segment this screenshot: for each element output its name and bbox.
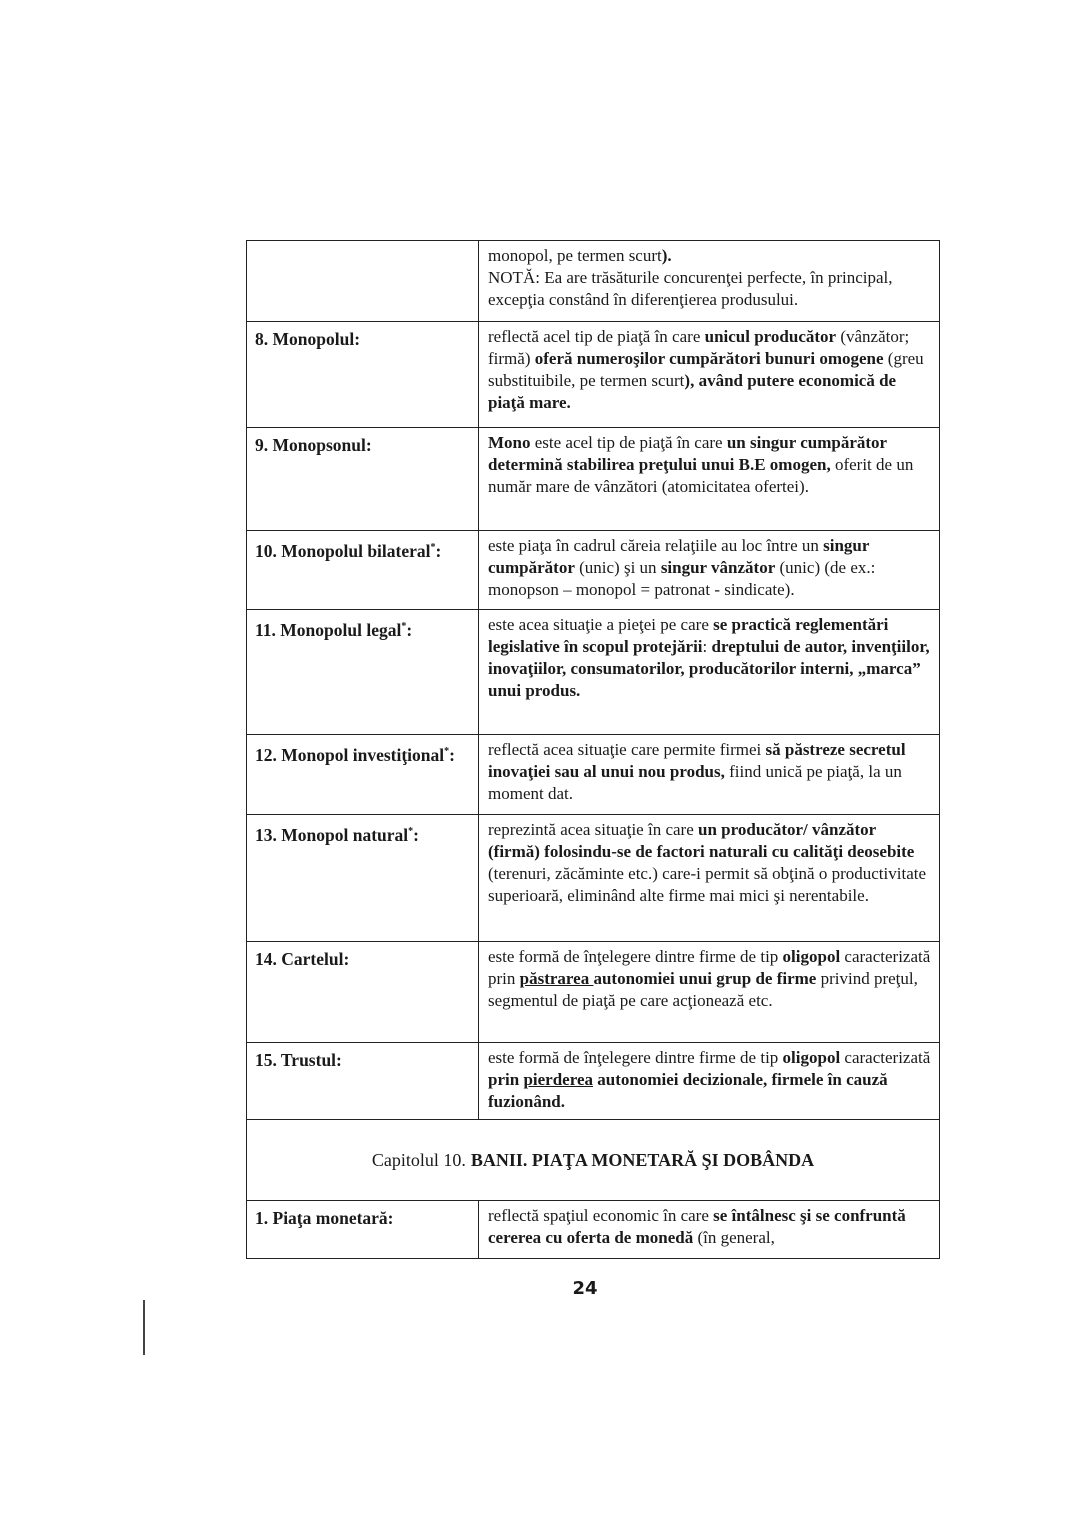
definition-text: se practică reglementări legislative în scopul protejării xyxy=(488,615,889,656)
term-label: 1. Piaţa monetară: xyxy=(255,1208,394,1228)
term-cell xyxy=(247,1201,479,1258)
definition-text: (greu substituibile, pe termen scurt xyxy=(488,349,924,390)
definition-text: oferit de un număr mare de vânzători (atomicitatea ofertei). xyxy=(488,455,914,496)
definition-text: (vânzător; firmă) xyxy=(488,327,910,368)
definition-text: prin xyxy=(488,1070,524,1089)
term-label: 10. Monopolul bilateral xyxy=(255,540,431,561)
term-label: 12. Monopol investiţional xyxy=(255,744,445,765)
definition-text: (în general, xyxy=(693,1228,775,1247)
definition-text: reprezintă acea situaţie în care xyxy=(488,820,699,839)
definition-cell xyxy=(479,610,939,734)
page-number: 24 xyxy=(572,1278,598,1299)
definition-text: caracterizată prin xyxy=(488,947,931,988)
definition-cell xyxy=(479,942,939,1042)
definition-cell xyxy=(479,241,939,321)
definition-text: este piaţa în cadrul căreia relaţiile au loc între un xyxy=(488,536,824,555)
term-label: 11. Monopolul legal xyxy=(255,619,402,640)
definition-text: este formă de înţelegere dintre firme de tip xyxy=(488,1048,783,1067)
definition-cell xyxy=(479,428,939,530)
term-cell xyxy=(247,241,479,321)
definition-cell xyxy=(479,1201,939,1258)
definition-text: oligopol xyxy=(782,1048,841,1067)
definition-text: de monedă xyxy=(614,1228,694,1247)
scan-artifact-line xyxy=(143,1300,145,1355)
table-row xyxy=(246,1201,940,1259)
chapter-prefix: Capitolul 10. xyxy=(371,1149,466,1170)
asterisk-mark: * xyxy=(444,746,450,757)
term-label: 13. Monopol natural xyxy=(255,824,409,845)
definition-text: unicul producător xyxy=(704,327,837,346)
definitions-table xyxy=(246,240,940,1259)
table-row xyxy=(246,240,940,322)
definition-text: ). xyxy=(661,246,672,265)
definition-text: oligopol xyxy=(782,947,841,966)
term-cell xyxy=(247,1043,479,1119)
definition-text: un singur cumpărător determină stabilirea preţului unui B.E omogen, xyxy=(488,433,887,474)
term-cell: 12. Monopol investiţional*: xyxy=(247,735,479,814)
definition-cell xyxy=(479,531,939,609)
term-cell xyxy=(247,942,479,1042)
asterisk-mark: * xyxy=(408,826,414,837)
definition-text: un producător/ vânzător (firmă) folosindu-se de factori naturali cu calităţi deosebite xyxy=(488,820,915,861)
definition-text: : xyxy=(702,637,712,656)
definition-text: ), având putere economică de piaţă mare. xyxy=(488,371,897,412)
definition-text: reflectă acel tip de piaţă în care xyxy=(488,327,705,346)
table-row xyxy=(246,428,940,531)
definition-cell xyxy=(479,735,939,814)
definition-cell xyxy=(479,322,939,427)
definition-cell xyxy=(479,815,939,941)
definition-text: dreptului de autor, invenţiilor, inovaţiilor, consumatorilor, producătorilor interni, „marca” unui produs. xyxy=(488,637,930,700)
table-row xyxy=(246,1043,940,1120)
definition-text: autonomiei unui grup de firme xyxy=(593,969,817,988)
definition-text: singur cumpărător xyxy=(488,536,870,577)
definition-text: monopol, pe termen scurt xyxy=(488,246,662,265)
table-row xyxy=(246,942,940,1043)
definition-text: (unic) şi un xyxy=(574,558,661,577)
definition-text: este acel tip de piaţă în care xyxy=(530,433,727,452)
definition-text: pierderea xyxy=(523,1070,593,1089)
definition-cell xyxy=(479,1043,939,1119)
definition-text: autonomiei decizionale, firmele în cauză fuzionând. xyxy=(488,1070,888,1111)
definition-text: oferă numeroşilor cumpărători bunuri omogene xyxy=(534,349,884,368)
definition-text: (unic) (de ex.: monopson – monopol = patronat - sindicate). xyxy=(488,558,876,599)
chapter-title: BANII. PIAŢA MONETARĂ ŞI DOBÂNDA xyxy=(470,1149,815,1170)
definition-text: păstrarea xyxy=(519,969,594,988)
definition-text: este acea situaţie a pieţei pe care xyxy=(488,615,714,634)
chapter-heading xyxy=(246,1120,940,1201)
definition-text: fiind unică pe piaţă, la un moment dat. xyxy=(488,762,902,803)
table-row xyxy=(246,815,940,942)
term-label: 14. Cartelul: xyxy=(255,949,350,969)
definition-text: este formă de înţelegere dintre firme de tip xyxy=(488,947,783,966)
term-cell xyxy=(247,428,479,530)
table-row xyxy=(246,735,940,815)
term-cell: 11. Monopolul legal*: xyxy=(247,610,479,734)
term-cell xyxy=(247,322,479,427)
definition-text: reflectă acea situaţie care permite firmei xyxy=(488,740,766,759)
term-cell: 10. Monopolul bilateral*: xyxy=(247,531,479,609)
table-row xyxy=(246,322,940,428)
definition-text: NOTĂ: Ea are trăsăturile concurenţei perfecte, în principal, excepţia constând în diferenţierea produsului. xyxy=(488,268,893,309)
definition-text: privind preţul, segmentul de piaţă pe care acţionează etc. xyxy=(488,969,918,1010)
definition-text: (terenuri, zăcăminte etc.) care-i permit să obţină o productivitate superioară, eliminând alte firme mai mici şi nerentabile. xyxy=(488,864,927,905)
table-row xyxy=(246,531,940,610)
asterisk-mark: * xyxy=(401,621,407,632)
term-label: 9. Monopsonul: xyxy=(255,435,372,455)
term-label: 8. Monopolul: xyxy=(255,329,361,349)
definition-text: singur vânzător xyxy=(660,558,776,577)
asterisk-mark: * xyxy=(430,542,436,553)
term-label: 15. Trustul: xyxy=(255,1050,342,1070)
definition-text: Mono xyxy=(488,433,531,452)
term-cell: 13. Monopol natural*: xyxy=(247,815,479,941)
definition-text: se întâlnesc şi se confruntă cererea cu oferta xyxy=(488,1206,906,1247)
definition-text: caracterizată xyxy=(840,1048,931,1067)
table-row xyxy=(246,610,940,735)
definition-text: să păstreze secretul inovaţiei sau al unui nou produs, xyxy=(488,740,906,781)
definition-text: reflectă spaţiul economic în care xyxy=(488,1206,714,1225)
